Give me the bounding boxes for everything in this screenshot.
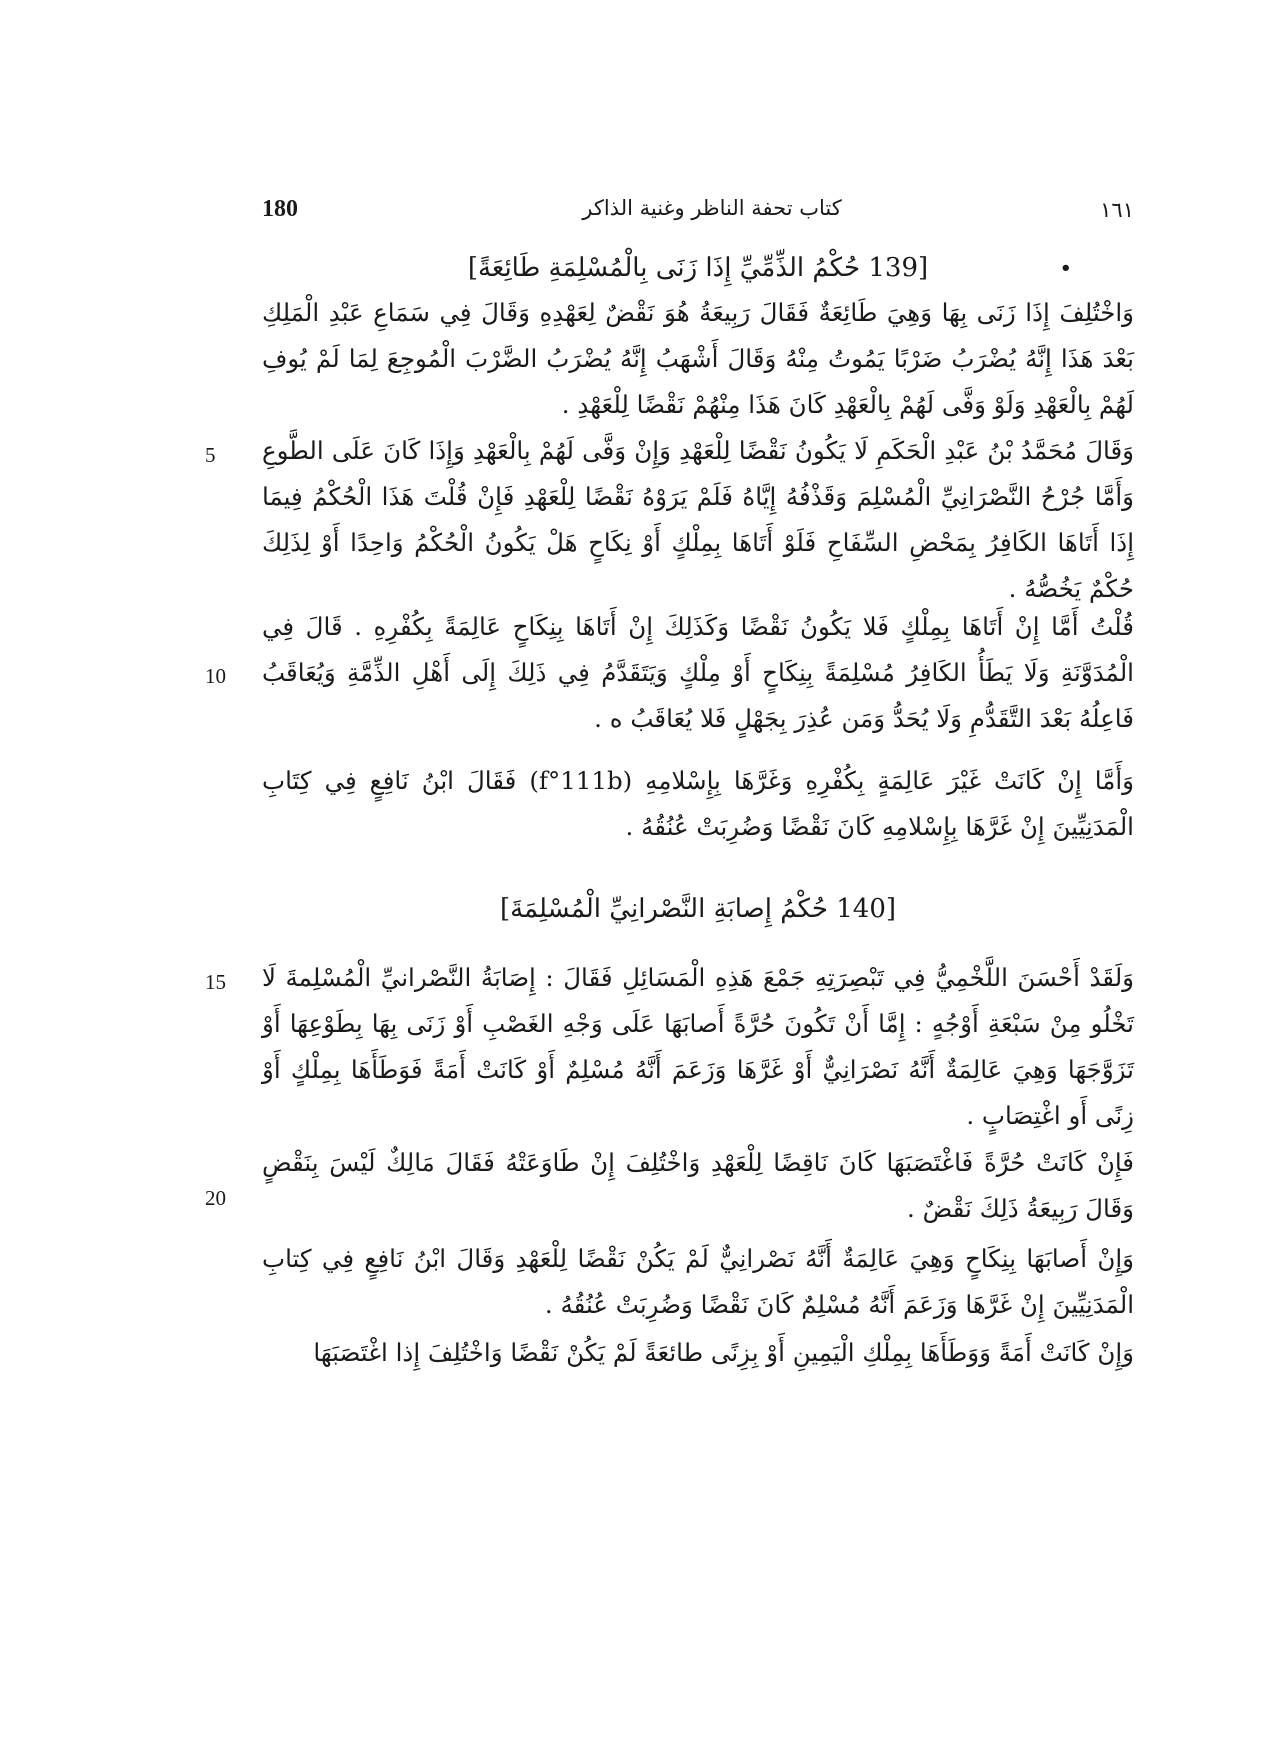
margin-dot-mark: •: [1060, 258, 1072, 279]
paragraph-6: فَإِنْ كَانَتْ حُرَّةً فَاغْتَصَبَهَا كَانَ نَاقِضًا لِلْعَهْدِ وَاخْتُلِفَ إِنْ طَاوَعَتْهُ فَقَالَ مَالِكٌ لَيْسَ بِنَقْضٍ وَقَالَ رَبِيعَةُ ذَلِكَ نَقْضٌ .: [262, 1148, 1134, 1223]
section-heading-139: [139 حُكْمُ الذِّمِّيِّ إِذَا زَنَى بِالْمُسْلِمَةِ طَائِعَةً]: [467, 253, 929, 283]
line-number-15: 15: [205, 970, 226, 994]
paragraph-7: وَإِنْ أَصابَهَا بِنِكَاحٍ وَهِيَ عَالِمَةٌ أَنَّهُ نَصْرانِيٌّ لَمْ يَكُنْ نَقْضًا لِلْعَهْدِ وَقَالَ ابْنُ نَافِعٍ فِي كِتابِ الْمَدَنِيِّينَ إِنْ غَرَّهَا وَزَعَمَ أَنَّهُ مُسْلِمٌ كَانَ نَقْضًا وَضُرِبَتْ عُنُقُهُ .: [262, 1244, 1134, 1319]
section-heading-140: [140 حُكْمُ إِصابَةِ النَّصْرانِيِّ الْمُسْلِمَةَ]: [499, 894, 897, 924]
arabic-page-number: ١٦١: [1100, 198, 1134, 222]
line-number-10: 10: [205, 664, 226, 688]
paragraph-5: وَلَقَدْ أَحْسَنَ اللَّخْمِيُّ فِي تَبْصِرَتِهِ جَمْعَ هَذِهِ الْمَسَائِلِ فَقَالَ : إِصَابَةُ النَّصْرانيِّ الْمُسْلِمةَ لَا تَخْلُو مِنْ سَبْعَةِ أَوْجُهٍ : إِمَّا أَنْ تَكُونَ حُرَّةً أَصابَهَا عَلَى وَجْهِ الغَصْبِ أَوْ زَنَى بِهَا بِطَوْعِهَا أَوْ تَزَوَّجَهَا وَهِيَ عَالِمَةٌ أَنَّهُ نَصْرَانِيٌّ أَوْ غَرَّهَا وَزَعَمَ أَنَّهُ مُسْلِمٌ أَوْ كَانَتْ أَمَةً فَوَطَأَهَا بِمِلْكٍ أَوْ زِنًى أَو اغْتِصَابٍ .: [262, 963, 1134, 1130]
line-number-5: 5: [205, 443, 216, 467]
running-header: [262, 196, 1134, 230]
paragraph-3: قُلْتُ أَمَّا إِنْ أَتَاهَا بِمِلْكٍ فَلا يَكُونُ نَقْضًا وَكَذَلِكَ إِنْ أَتَاهَا بِنِكَاحٍ عَالِمَةً بِكُفْرِهِ . قَالَ فِي الْمُدَوَّنَةِ وَلَا يَطَأُ الكَافِرُ مُسْلِمَةً بِنِكَاحٍ أَوْ مِلْكٍ وَيَتَقَدَّمُ فِي ذَلِكَ إِلَى أَهْلِ الذِّمَّةِ وَيُعَاقَبُ فَاعِلُهُ بَعْدَ التَّقَدُّمِ وَلَا يُحَدُّ وَمَن عُذِرَ بِجَهْلٍ فَلا يُعَاقَبُ ه .: [262, 612, 1134, 733]
paragraph-4: وَأَمَّا إِنْ كَانَتْ غَيْرَ عَالِمَةٍ بِكُفْرِهِ وَغَرَّهَا بِإِسْلامِهِ (f°111b) فَقَالَ ابْنُ نَافِعٍ فِي كِتَابِ الْمَدَنِيِّينَ إِنْ غَرَّهَا بِإِسْلامِهِ كَانَ نَقْضًا وَضُرِبَتْ عُنُقُهُ .: [262, 766, 1134, 841]
paragraph-2: وَقَالَ مُحَمَّدُ بْنُ عَبْدِ الْحَكَمِ لَا يَكُونُ نَقْضًا لِلْعَهْدِ وَإِنْ وَفَّى لَهُمْ بِالْعَهْدِ وَإِذَا كَانَ عَلَى الطَّوعِ وَأَمَّا جُرْحُ النَّصْرَانِيِّ الْمُسْلِمَ وَقَذْفُهُ إِيَّاهُ فَلَمْ يَرَوْهُ نَقْضًا لِلْعَهْدِ فَإِنْ قُلْتَ هَذَا الْحُكْمُ فِيمَا إِذَا أَتَاهَا الكَافِرُ بِمَحْضِ السِّفَاحِ فَلَوْ أَتَاهَا بِمِلْكٍ أَوْ نِكَاحٍ هَلْ يَكُونُ الْحُكْمُ وَاحِدًا أَوْ لِذَلِكَ حُكْمٌ يَخُصُّهُ .: [262, 436, 1134, 603]
book-title: كتاب تحفة الناظر وغنية الذاكر: [582, 196, 842, 220]
paragraph-8: وَإِنْ كَانَتْ أَمَةً وَوَطَأَهَا بِمِلْكِ الْيَمِينِ أَوْ بِزِنًى طائعَةً لَمْ يَكُنْ نَقْضًا وَاخْتُلِفَ إِذا اغْتَصَبَهَا: [313, 1338, 1134, 1367]
page-number: 180: [262, 196, 298, 222]
line-number-20: 20: [205, 1186, 226, 1210]
paragraph-1: وَاخْتُلِفَ إِذَا زَنَى بِهَا وَهِيَ طَائِعَةٌ فَقَالَ رَبِيعَةُ هُوَ نَقْضٌ لِعَهْدِهِ وَقَالَ فِي سَمَاعِ عَبْدِ الْمَلِكِ بَعْدَ هَذَا إِنَّهُ يُضْرَبُ ضَرْبًا يَمُوتُ مِنْهُ وَقَالَ أَشْهَبُ إِنَّهُ يُضْرَبُ الضَّرْبَ الْمُوجِعَ لِمَا لَمْ يُوفِ لَهُمْ بِالْعَهْدِ وَلَوْ وَفَّى لَهُمْ بِالْعَهْدِ كَانَ هَذَا مِنْهُمْ نَقْضًا لِلْعَهْدِ .: [262, 298, 1134, 419]
